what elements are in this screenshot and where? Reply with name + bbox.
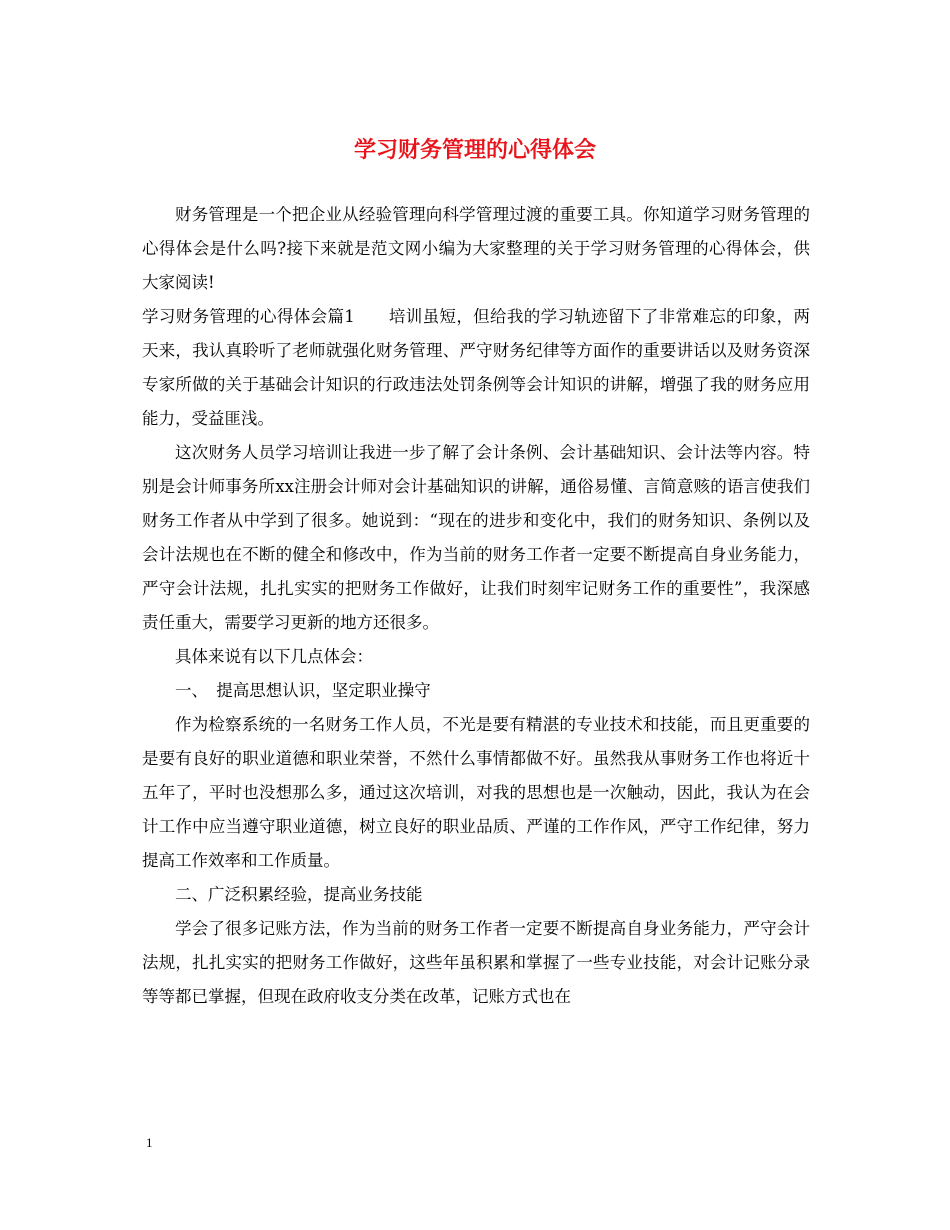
paragraph-article-1: 学习财务管理的心得体会篇1 培训虽短，但给我的学习轨迹留下了非常难忘的印象，两天来，我认真聆听了老师就强化财务管理、严守财务纪律等方面作的重要讲话以及财务资深专家所做的关于基础会计知识的行政违法处罚条例等会计知识的讲解，增强了我的财务应用能力，受益匪浅。	[142, 307, 810, 428]
page-number: 1	[146, 1135, 153, 1150]
paragraph-intro: 财务管理是一个把企业从经验管理向科学管理过渡的重要工具。你知道学习财务管理的心得体会是什么吗?接下来就是范文网小编为大家整理的关于学习财务管理的心得体会，供大家阅读!	[142, 205, 810, 292]
section-heading-2: 二、广泛积累经验，提高业务技能	[175, 885, 423, 904]
document-body	[142, 198, 810, 1014]
paragraph-section-2: 学会了很多记账方法，作为当前的财务工作者一定要不断提高自身业务能力，严守会计法规，扎扎实实的把财务工作做好，这些年虽积累和掌握了一些专业技能，对会计记账分录等等都已掌握，但现在政府收支分类在改革，记账方式也在	[142, 919, 810, 1006]
document-title: 学习财务管理的心得体会	[353, 137, 596, 163]
section-heading-1: 一、 提高思想认识，坚定职业操守	[175, 681, 431, 700]
paragraph-summary-lead: 具体来说有以下几点体会：	[175, 647, 373, 666]
paragraph-section-1: 作为检察系统的一名财务工作人员，不光是要有精湛的专业技术和技能，而且更重要的是要有良好的职业道德和职业荣誉，不然什么事情都做不好。虽然我从事财务工作也将近十五年了，平时也没想那么多，通过这次培训，对我的思想也是一次触动，因此，我认为在会计工作中应当遵守职业道德，树立良好的职业品质、严谨的工作作风，严守工作纪律，努力提高工作效率和工作质量。	[142, 715, 810, 870]
paragraph-training: 这次财务人员学习培训让我进一步了解了会计条例、会计基础知识、会计法等内容。特别是会计师事务所xx注册会计师对会计基础知识的讲解，通俗易懂、言简意赅的语言使我们财务工作者从中学到了很多。她说到：“现在的进步和变化中，我们的财务知识、条例以及会计法规也在不断的健全和修改中，作为当前的财务工作者一定要不断提高自身业务能力，严守会计法规，扎扎实实的把财务工作做好，让我们时刻牢记财务工作的重要性”，我深感责任重大，需要学习更新的地方还很多。	[142, 443, 810, 632]
